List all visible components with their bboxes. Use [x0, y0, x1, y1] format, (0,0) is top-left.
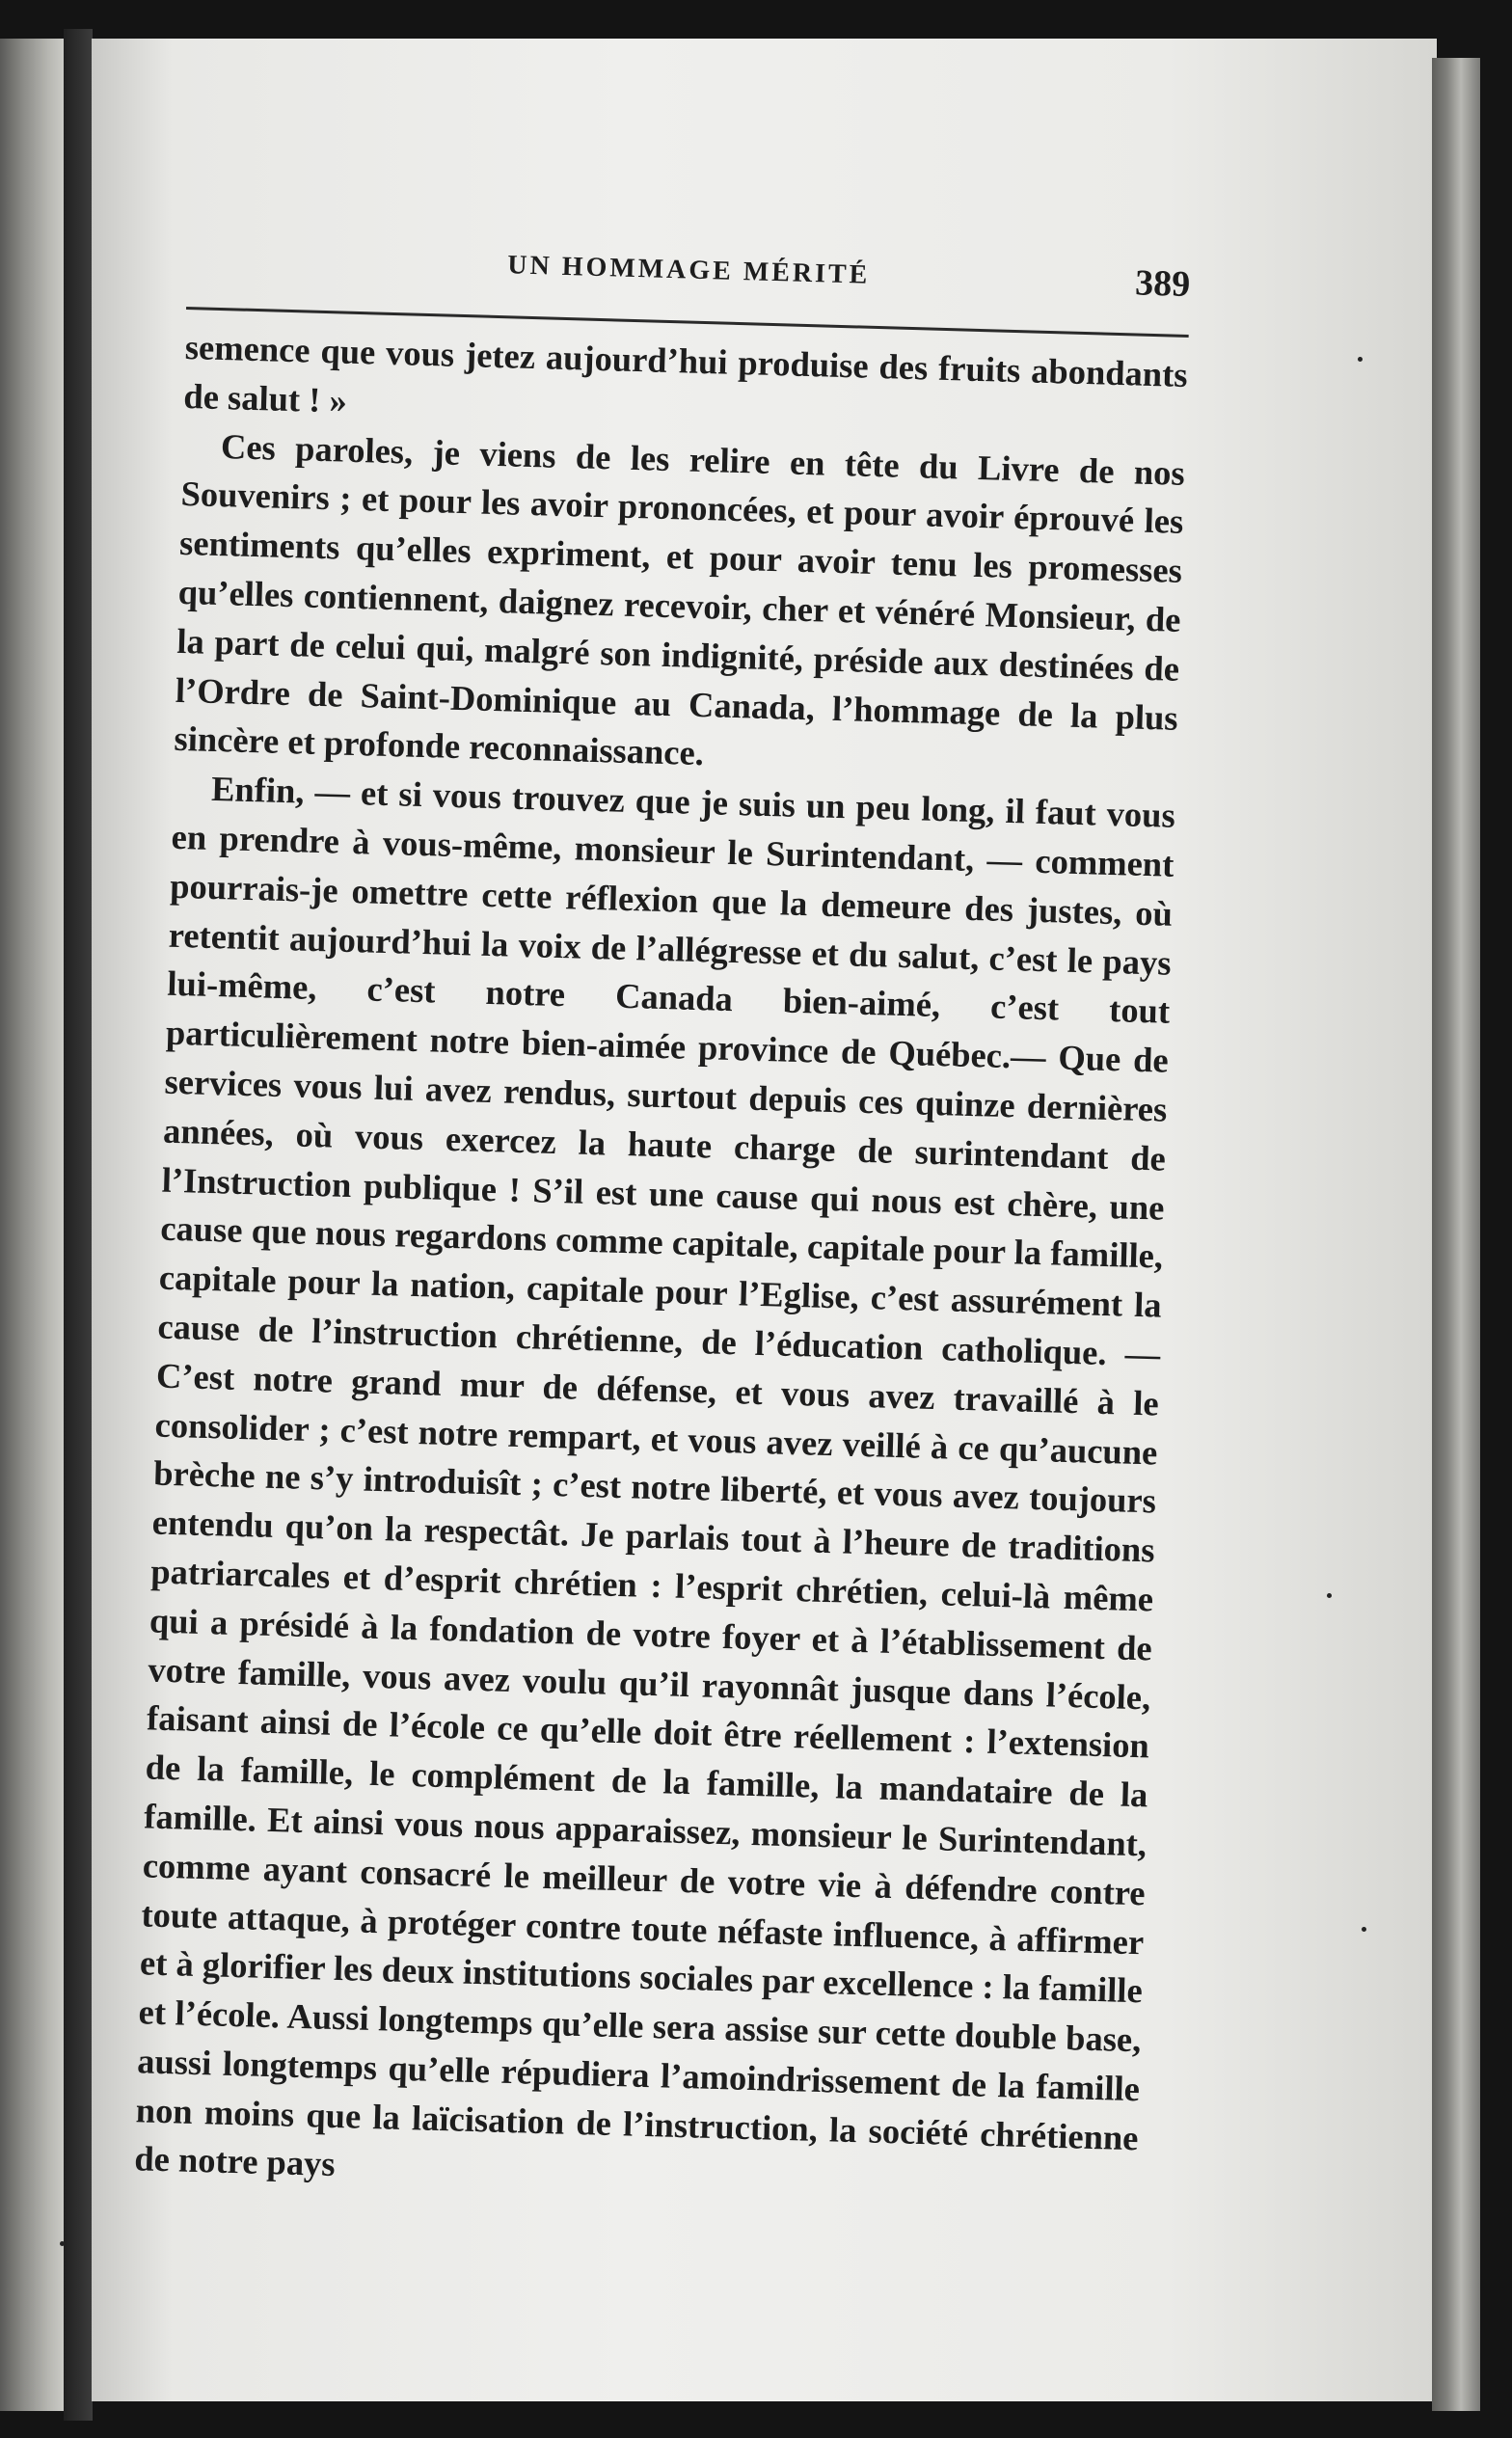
page-text-block — [134, 241, 1191, 2212]
paragraph-enfin: Enfin, — et si vous trouvez que je suis un peu long, il faut vous en prendre à vous-même, monsieur le Surintendant, — comment pourrais-je omettre cette réflexion que la demeure des justes, où retentit aujourd’hui la voix de l’allégresse et du salut, c’est le pays lui-même, c’est notre Canada bien-aimé, c’est tout particulièrement notre bien-aimée province de Québec.— Que de services vous lui avez rendus, surtout depuis ces quinze dernières années, où vous exercez la haute charge de surintendant de l’Instruction publique ! S’il est une cause qui nous est chère, une cause que nous regardons comme capitale, capitale pour la famille, capitale pour la nation, capitale pour l’Eglise, c’est assurément la cause de l’instruction chrétienne, de l’éducation catholique. — C’est notre grand mur de défense, et vous avez travaillé à le consolider ; c’est notre rempart, et vous avez veillé à ce qu’aucune brèche ne s’y introduisît ; c’est notre liberté, et vous avez toujours entendu qu’on la respectât. Je parlais tout à l’heure de traditions patriarcales et d’esprit chrétien : l’esprit chrétien, celui-là même qui a présidé à la fondation de votre foyer et à l’établissement de votre famille, vous avez voulu qu’il rayonnât jusque dans l’école, faisant ainsi de l’école ce qu’elle doit être réellement : l’extension de la famille, le complément de la famille, la mandataire de la famille. Et ainsi vous nous apparaissez, monsieur le Surintendant, comme ayant consacré le meilleur de votre vie à défendre contre toute attaque, à protéger contre toute néfaste influence, à affirmer et à glorifier les deux institutions sociales par excellence : la famille et l’école. Aussi longtemps qu’elle sera assise sur cette double base, aussi longtemps qu’elle répudiera l’amoindrissement de la famille non moins que la laïcisation de l’instruction, la société chrétienne de notre pays — [133, 769, 1176, 2184]
dust-speck — [60, 2241, 65, 2246]
left-page-edge — [0, 39, 68, 2411]
book-gutter — [64, 29, 93, 2421]
paragraph-ces-paroles: Ces paroles, je viens de les relire en tête du Livre de nos Souvenirs ; et pour les avoir prononcées, et pour avoir éprouvé les sentiments qu’elles expriment, et pour avoir tenu les promesses qu’elles contiennent, daignez recevoir, cher et vénéré Monsieur, de la part de celui qui, malgré son indignité, préside aux destinées de l’Ordre de Saint-Dominique au Canada, l’hommage de la plus sincère et profonde reconnaissance. — [174, 425, 1186, 773]
dust-speck — [1358, 357, 1363, 362]
running-head-title: UN HOMMAGE MÉRITÉ — [506, 250, 871, 290]
dust-speck — [1362, 1927, 1366, 1932]
page-stack-edge — [1432, 58, 1480, 2411]
dust-speck — [1327, 1593, 1332, 1598]
paragraph-continuation: semence que vous jetez aujourd’hui produise des fruits abondants de salut ! » — [182, 326, 1189, 420]
body-text — [134, 323, 1188, 2212]
page-number: 389 — [1134, 262, 1191, 306]
